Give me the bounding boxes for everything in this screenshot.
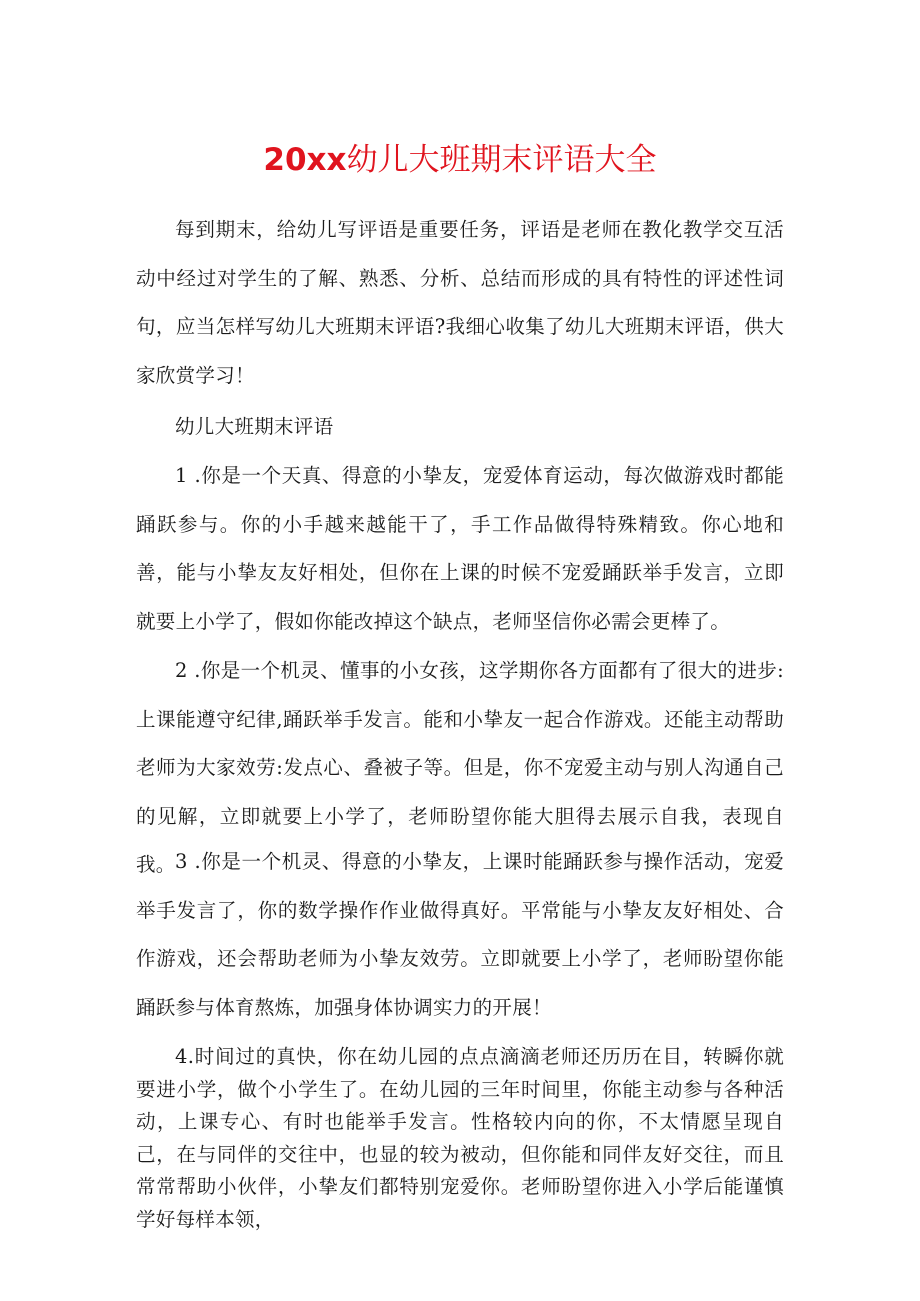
comment-item-3: 3 .你是一个机灵、得意的小挚友，上课时能踊跃参与操作活动，宠爱举手发言了，你的数学操作作业做得真好。平常能与小挚友友好相处、合作游戏，还会帮助老师为小挚友效劳。立即就要上小学了，老师盼望你能踊跃参与体育熬炼，加强身体协调实力的开展！ (136, 850, 784, 1019)
title-text: 幼儿大班期末评语大全 (346, 142, 657, 178)
comment-item-1: 1 .你是一个天真、得意的小挚友，宠爱体育运动，每次做游戏时都能踊跃参与。你的小手越来越能干了，手工作品做得特殊精致。你心地和善，能与小挚友友好相处，但你在上课的时候不宠爱踊跃举手发言，立即就要上小学了，假如你能改掉这个缺点，老师坚信你必需会更棒了。 (136, 464, 784, 633)
intro-paragraph: 每到期末，给幼儿写评语是重要任务，评语是老师在教化教学交互活动中经过对学生的了解、熟悉、分析、总结而形成的具有特性的评述性词句，应当怎样写幼儿大班期末评语?我细心收集了幼儿大班期末评语，供大家欣赏学习！ (136, 218, 784, 387)
comment-item-2: 2 .你是一个机灵、懂事的小女孩，这学期你各方面都有了很大的进步:上课能遵守纪律,踊跃举手发言。能和小挚友一起合作游戏。还能主动帮助老师为大家效劳:发点心、叠被子等。但是，你不宠爱主动与别人沟通自己的见解，立即就要上小学了，老师盼望你能大胆得去展示自我，表现自我。 (136, 659, 784, 876)
comment-item-4: 4.时间过的真快，你在幼儿园的点点滴滴老师还历历在目，转瞬你就要进小学，做个小学生了。在幼儿园的三年时间里，你能主动参与各种活动，上课专心、有时也能举手发言。性格较内向的你，不太情愿呈现自己，在与同伴的交往中，也显的较为被动，但你能和同伴友好交往，而且常常帮助小伙伴，小挚友们都特别宠爱你。老师盼望你进入小学后能谨慎学好每样本领， (136, 1045, 784, 1231)
document-title (0, 138, 920, 182)
section-subheading: 幼儿大班期末评语 (175, 415, 334, 438)
title-year: 20xx (263, 142, 347, 178)
